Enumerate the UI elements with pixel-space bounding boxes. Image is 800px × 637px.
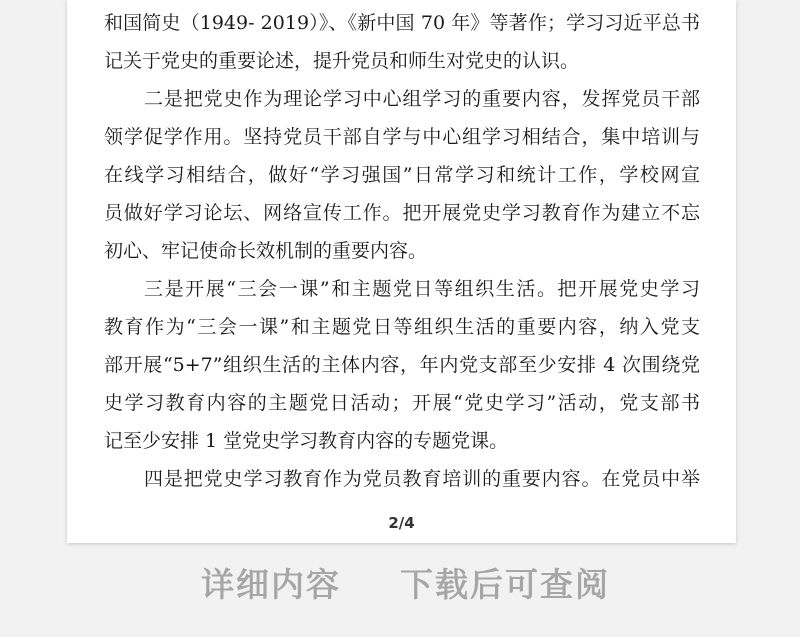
page-number: 2/4 — [388, 514, 415, 532]
document-page — [67, 0, 736, 543]
text-line: 和国简史（1949- 2019）》、《新中国 70 年》等著作；学习习近平总书 — [104, 12, 700, 34]
text-line: 在线学习相结合，做好“学习强国”日常学习和统计工作，学校网宣 — [104, 164, 700, 186]
text-line: 记关于党史的重要论述，提升党员和师生对党史的认识。 — [104, 50, 580, 72]
download-link[interactable]: 下载后可查阅 — [400, 565, 610, 604]
text-line: 史学习教育内容的主题党日活动；开展“党史学习”活动，党支部书 — [104, 392, 700, 414]
text-line: 二是把党史作为理论学习中心组学习的重要内容，发挥党员干部 — [144, 88, 700, 110]
text-line: 部开展“5+7”组织生活的主体内容，年内党支部至少安排 4 次围绕党 — [104, 354, 700, 376]
text-line: 教育作为“三会一课”和主题党日等组织生活的重要内容，纳入党支 — [104, 316, 700, 338]
document-body — [104, 4, 700, 498]
text-line: 员做好学习论坛、网络宣传工作。把开展党史学习教育作为建立不忘 — [104, 202, 700, 224]
details-link[interactable]: 详细内容 — [201, 565, 341, 604]
text-line: 领学促学作用。坚持党员干部自学与中心组学习相结合，集中培训与 — [104, 126, 700, 148]
text-line: 初心、牢记使命长效机制的重要内容。 — [104, 240, 428, 262]
text-line: 四是把党史学习教育作为党员教育培训的重要内容。在党员中举 — [144, 468, 700, 490]
text-line: 三是开展“三会一课”和主题党日等组织生活。把开展党史学习 — [144, 278, 700, 300]
text-line: 记至少安排 1 堂党史学习教育内容的专题党课。 — [104, 430, 509, 452]
footer-bar — [0, 560, 800, 610]
